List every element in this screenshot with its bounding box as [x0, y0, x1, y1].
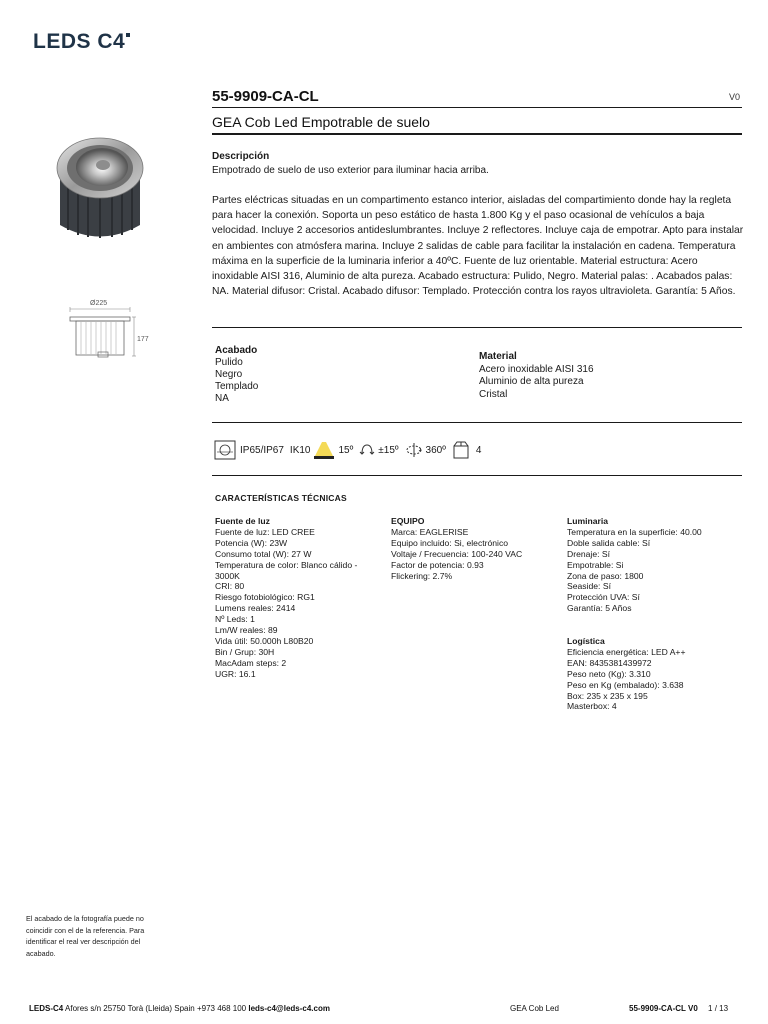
spec-line: Vida útil: 50.000h L80B20	[215, 635, 314, 646]
material-item: Aluminio de alta pureza	[479, 376, 584, 387]
height-label: 177	[137, 336, 149, 343]
footer-address: Afores s/n 25750 Torà (Lleida) Spain +973 468 100	[65, 1004, 247, 1013]
finish-item: Pulido	[215, 357, 243, 368]
spec-line: CRI: 80	[215, 581, 245, 592]
spec-line: Drenaje: Sí	[567, 548, 610, 559]
tech-title: CARACTERÍSTICAS TÉCNICAS	[215, 493, 347, 503]
divider	[212, 133, 742, 135]
beam-angle-icon	[313, 440, 335, 460]
spec-line: UGR: 16.1	[215, 668, 256, 679]
spec-line: Peso en Kg (embalado): 3.638	[567, 679, 684, 690]
version-label: V0	[728, 92, 740, 102]
logistics-title: Logística	[567, 636, 605, 646]
features-icons-row	[214, 439, 487, 461]
description-title: Descripción	[212, 151, 270, 162]
finish-item: Templado	[215, 381, 259, 392]
box-icon	[452, 441, 470, 459]
spec-line: Voltaje / Frecuencia: 100-240 VAC	[391, 548, 523, 559]
spec-line: Nº Leds: 1	[215, 614, 255, 625]
spec-line: EAN: 8435381439972	[567, 657, 652, 668]
equipment-title: EQUIPO	[391, 516, 425, 526]
material-title: Material	[479, 351, 517, 362]
spec-line: Masterbox: 4	[567, 701, 617, 712]
tilt-icon	[359, 442, 375, 458]
spec-line: Potencia (W): 23W	[215, 537, 288, 548]
spec-line: Temperatura en la superficie: 40.00	[567, 526, 702, 537]
finish-item: Negro	[215, 369, 243, 380]
spec-line: Factor de potencia: 0.93	[391, 559, 484, 570]
spec-line: Peso neto (Kg): 3.310	[567, 668, 651, 679]
ground-recessed-icon	[214, 440, 236, 460]
spec-line: Flickering: 2.7%	[391, 570, 453, 581]
divider	[212, 422, 742, 423]
dimension-drawing	[62, 296, 156, 366]
spec-line: Protección UVA: Sí	[567, 592, 640, 603]
spec-line: Fuente de luz: LED CREE	[215, 526, 315, 537]
divider	[212, 475, 742, 476]
footer-reference	[629, 1004, 728, 1013]
footer-email-link[interactable]: leds-c4@leds-c4.com	[248, 1004, 330, 1013]
light-source-title: Fuente de luz	[215, 516, 270, 526]
tilt-angle: ±15º	[378, 444, 399, 456]
material-item: Acero inoxidable AISI 316	[479, 363, 594, 375]
page-number: 1 / 13	[708, 1004, 729, 1013]
footer-family: GEA Cob Led	[510, 1004, 559, 1013]
product-name: GEA Cob Led Empotrable de suelo	[212, 114, 430, 130]
rotation-icon	[405, 442, 423, 458]
material-block	[479, 351, 594, 401]
spec-line: Lumens reales: 2414	[215, 603, 296, 614]
light-source-column	[215, 516, 385, 680]
description-short: Empotrado de suelo de uso exterior para iluminar hacia arriba.	[212, 165, 489, 176]
spec-line: Empotrable: Si	[567, 559, 624, 570]
footer-ref-version: 55-9909-CA-CL V0	[629, 1004, 698, 1013]
material-item: Cristal	[479, 388, 508, 400]
spec-line: Doble salida cable: Sí	[567, 537, 651, 548]
ik-rating: IK10	[289, 444, 311, 456]
spec-line: Garantía: 5 Años	[567, 603, 632, 614]
equipment-column	[391, 516, 561, 581]
finish-note: El acabado de la fotografía puede no coincidir con el de la referencia. Para identificar el real ver descripción del acabado.	[26, 914, 145, 958]
rotation-angle: 360º	[425, 444, 446, 456]
finish-block	[215, 345, 258, 405]
footer-company-name: LEDS-C4	[29, 1004, 64, 1013]
finish-item: NA	[215, 393, 229, 404]
spec-line: 3000K	[215, 570, 240, 581]
spec-line: Temperatura de color: Blanco cálido -	[215, 559, 358, 570]
spec-line: Equipo incluido: Si, electrónico	[391, 537, 509, 548]
divider	[212, 107, 742, 108]
ip-rating: IP65/IP67	[240, 444, 284, 456]
luminaire-column	[567, 516, 742, 614]
spec-line: Lm/W reales: 89	[215, 625, 278, 636]
product-photo	[50, 130, 150, 240]
spec-line: Box: 235 x 235 x 195	[567, 690, 648, 701]
box-quantity: 4	[475, 444, 482, 456]
spec-line: Consumo total (W): 27 W	[215, 548, 312, 559]
beam-angle: 15º	[338, 444, 354, 456]
luminaire-title: Luminaria	[567, 516, 609, 526]
spec-line: Seaside: Sí	[567, 581, 611, 592]
spec-line: Bin / Grup: 30H	[215, 646, 275, 657]
divider	[212, 327, 742, 328]
spec-line: Eficiencia energética: LED A++	[567, 646, 686, 657]
description-long: Partes eléctricas situadas en un compartimento estanco interior, aisladas del compartimiento donde hay la regleta para hacer la conexión. Soporta un peso estático de hasta 1.800 Kg y el paso ocasional de vehículos a baja velocidad. Incluye 2 accesorios antideslumbrantes. Incluye 2 reflectores. Incluye caja de empotrar. Apto para instalar en ambientes con atmósfera marina. Incluye 2 salidas de cable para facilitar la instalación en cadena. Temperatura máxima en la superficie de la luminaria inferior a 40ºC. Fuente de luz orientable. Material estructura: Acero inoxidable AISI 316, Aluminio de alta pureza. Acabado estructura: Pulido, Negro. Material palas: . Acabados palas: NA. Material difusor: Cristal. Acabado difusor: Templado. Protección contra los rayos ultravioleta. Garantía: 5 Años.	[212, 195, 744, 298]
spec-line: Riesgo fotobiológico: RG1	[215, 592, 315, 603]
logistics-column	[567, 636, 742, 712]
product-reference: 55-9909-CA-CL	[212, 88, 319, 105]
footer-company	[29, 1004, 330, 1013]
diameter-label: Ø225	[90, 300, 108, 307]
brand-logo: LEDS C4	[33, 30, 130, 54]
finish-title: Acabado	[215, 345, 258, 356]
spec-line: Marca: EAGLERISE	[391, 526, 469, 537]
spec-line: Zona de paso: 1800	[567, 570, 644, 581]
spec-line: MacAdam steps: 2	[215, 657, 287, 668]
